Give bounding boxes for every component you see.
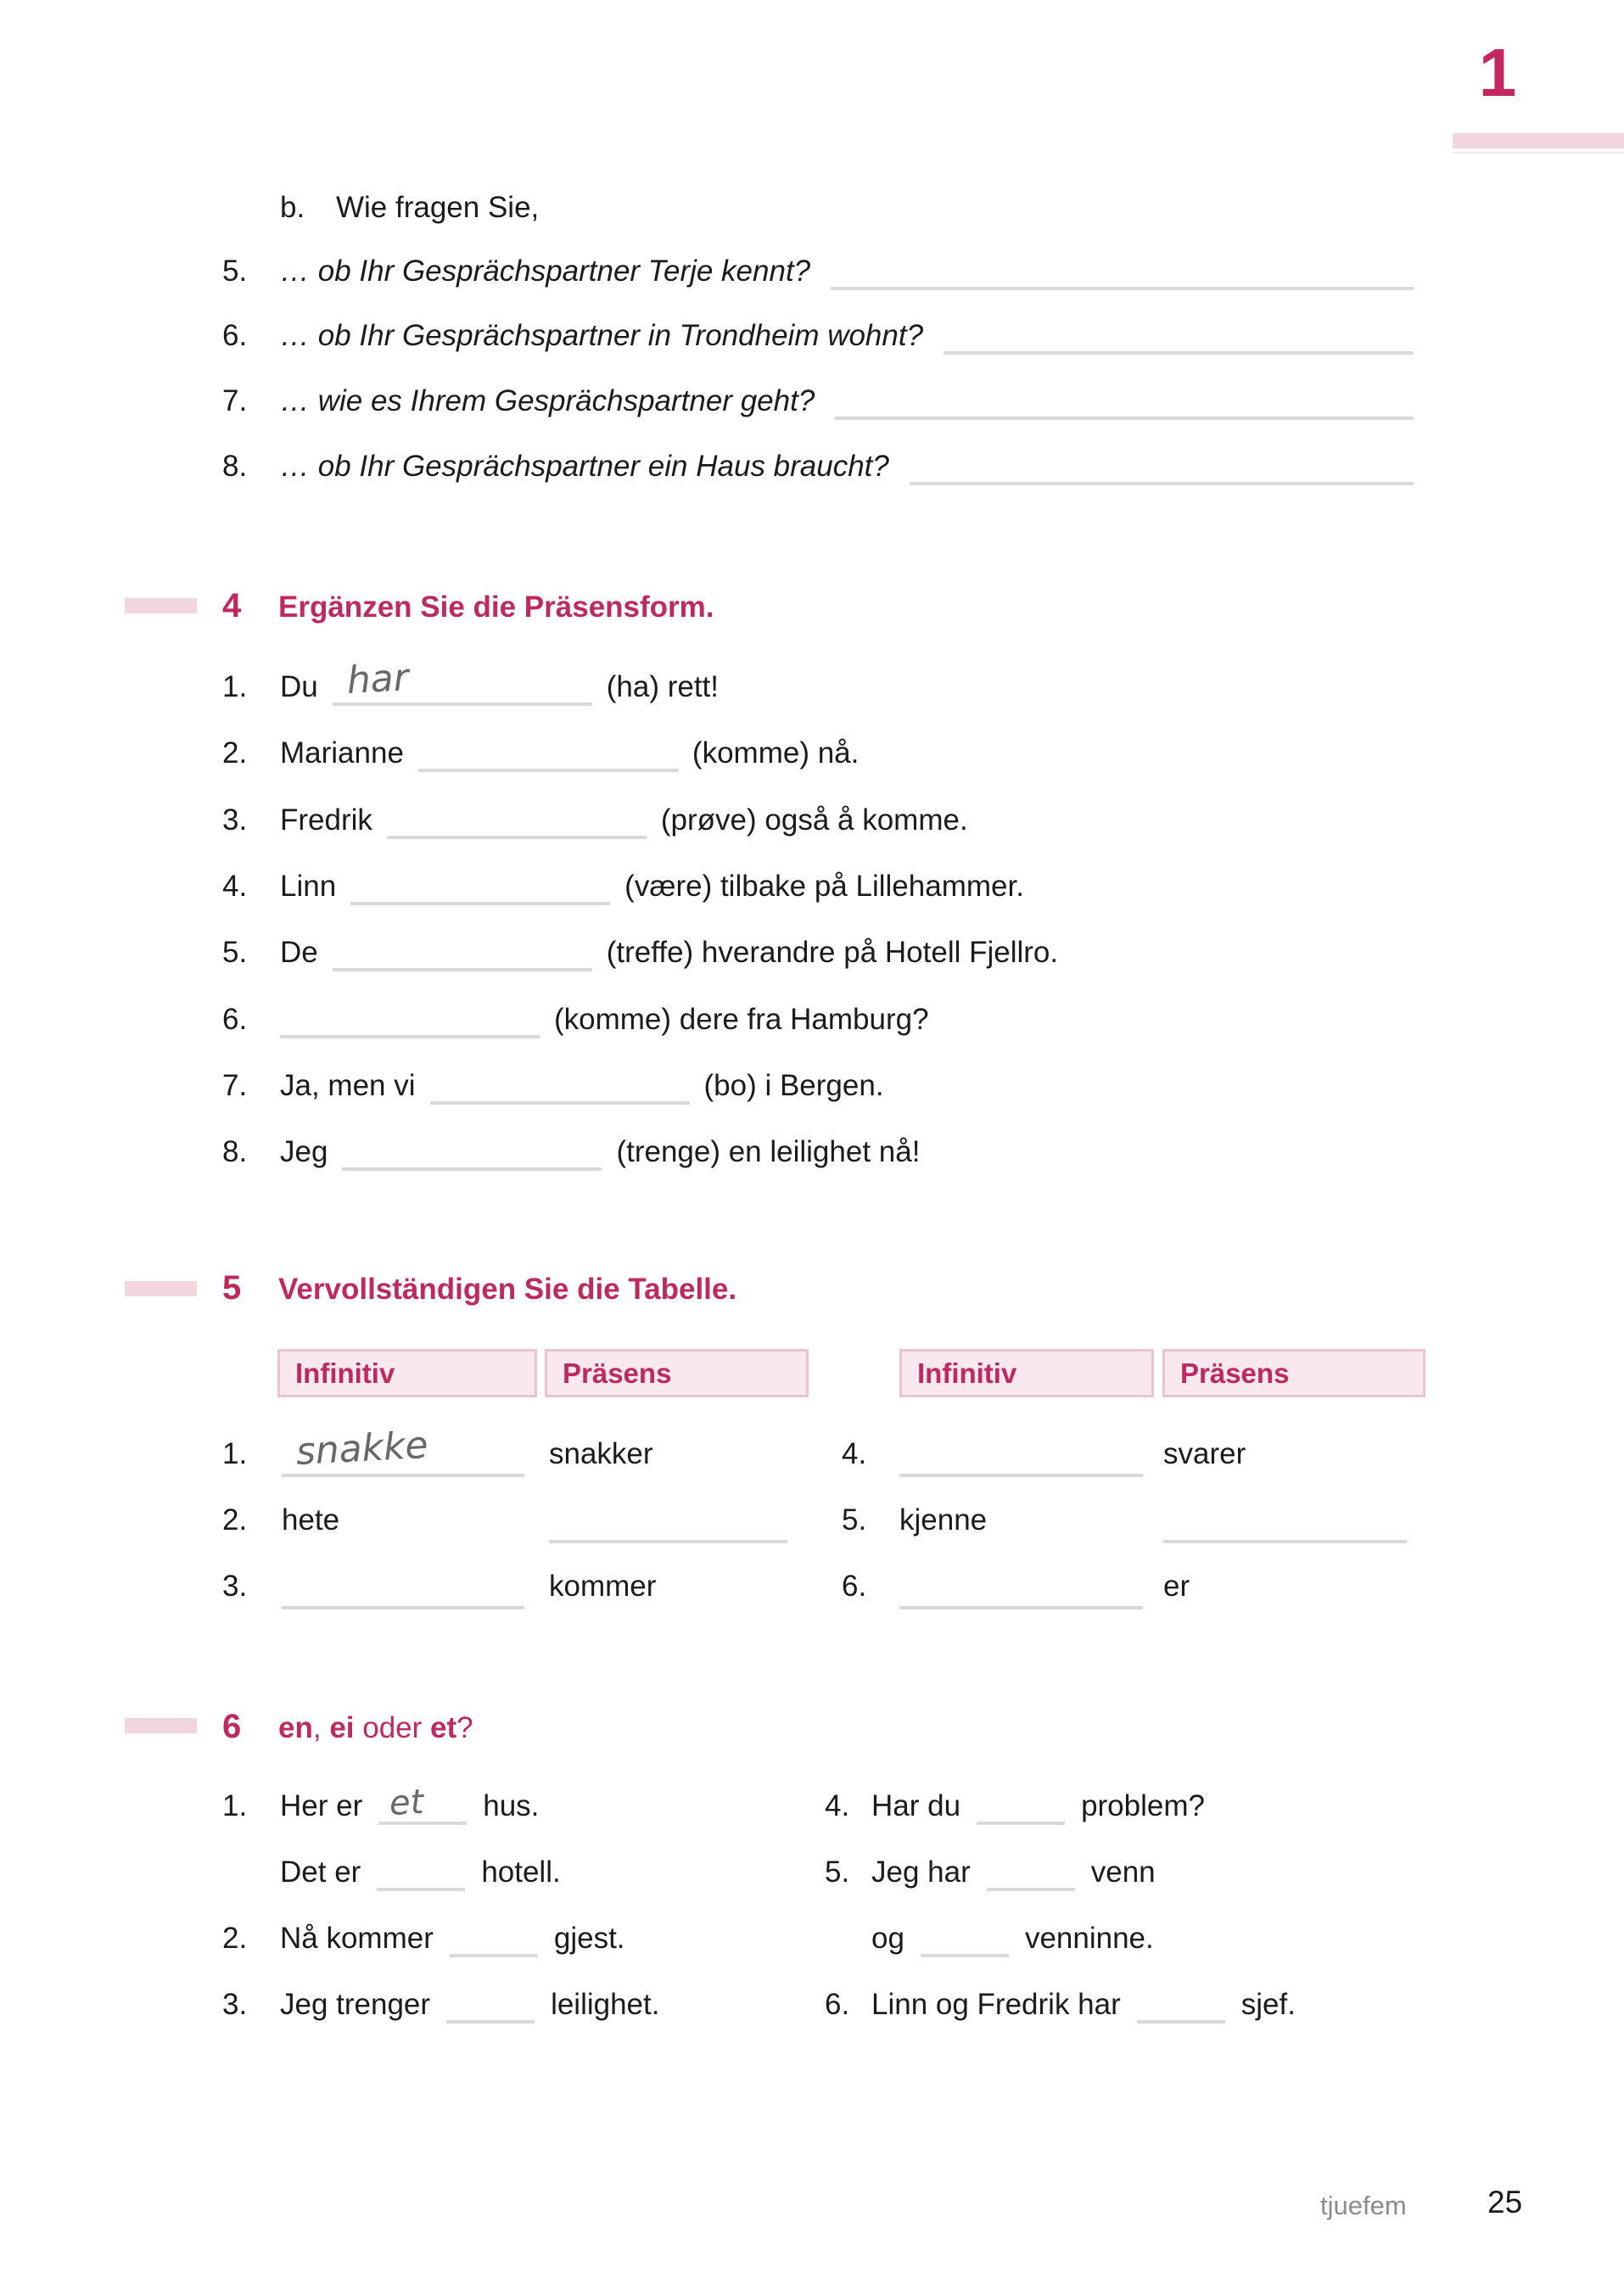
section-accent-bar [125,1718,197,1733]
item-text-after: (prøve) også å komme. [660,803,968,837]
item-number: 1. [222,1789,248,1822]
handwritten-answer: et [388,1782,425,1823]
answer-blank [899,1606,1143,1609]
table-cell-text: snakker [549,1437,653,1470]
answer-blank [450,1954,538,1957]
item-text: … ob Ihr Gesprächspartner in Trondheim wohnt? [280,319,924,352]
exercise6-item [222,1782,540,1825]
exercise6-item [825,1986,1296,2024]
item-number: 1. [222,1437,248,1470]
answer-blank [1163,1540,1407,1543]
item-number: 2. [222,1922,248,1955]
item-text-before: Linn og Fredrik har [871,1988,1121,2021]
answer-blank [333,656,592,706]
answer-blank [835,417,1414,420]
item-number: 5. [222,936,248,969]
answer-blank [446,2020,535,2024]
exercise4-item [222,656,720,706]
item-text-before: Nå kommer [280,1922,434,1955]
exercise4-item [222,802,968,839]
item-text-before: Jeg trenger [280,1988,431,2021]
table-cell-text: kjenne [899,1503,988,1537]
item-text-before: Jeg har [871,1856,971,1889]
title-segment: ? [456,1711,473,1744]
item-text-before: De [280,936,318,969]
item-number: 2. [222,1503,248,1537]
answer-blank [549,1540,787,1543]
item-number: 8. [222,1135,248,1168]
exercise6-item [222,1920,625,1957]
item-text-before: Fredrik [280,803,372,837]
exercise6-item [222,1986,659,2024]
item-number: 5. [825,1856,850,1889]
intro-item [222,383,1414,420]
item-text-after: leilighet. [551,1988,660,2021]
item-text-after: venninne. [1024,1922,1154,1955]
exercise5-header [222,1269,736,1308]
item-text-after: problem? [1081,1789,1205,1822]
handwritten-answer: har [345,656,410,702]
item-number: 6. [825,1988,850,2021]
item-number: 6. [842,1570,867,1603]
intro-item [222,448,1414,485]
table-column-header [545,1349,809,1397]
item-text-before: og [871,1922,904,1955]
intro-item [222,253,1414,290]
exercise4-item [222,1001,929,1038]
item-number: 8. [222,450,248,483]
item-text-before: Linn [280,870,337,903]
answer-blank [280,1035,540,1038]
exercise6-header [222,1708,473,1747]
item-number: 6. [222,319,248,352]
item-number: 5. [842,1503,867,1537]
answer-blank [333,968,592,971]
answer-blank [350,902,610,905]
answer-blank [282,1423,524,1477]
item-number: 4. [825,1789,850,1822]
column-header-label: Präsens [563,1357,672,1389]
item-text: … wie es Ihrem Gesprächspartner geht? [280,384,815,417]
title-segment: en [278,1711,313,1744]
column-header-label: Infinitiv [917,1357,1017,1389]
item-number: 3. [222,1570,248,1603]
exercise4-item [222,735,859,772]
item-text-before: Marianne [280,736,404,770]
answer-blank [418,769,678,772]
item-text-after: (ha) rett! [606,670,720,703]
answer-blank [910,482,1414,485]
corner-accent-bar [1453,133,1624,148]
answer-blank [977,1822,1065,1825]
answer-blank [1137,2020,1225,2024]
table-cell-text: er [1163,1570,1190,1603]
answer-blank [342,1167,602,1171]
answer-blank [831,287,1414,290]
item-text-before: Her er [280,1789,363,1822]
item-text: Wie fragen Sie, [336,191,540,224]
exercise4-item [222,1134,920,1171]
item-number: 5. [222,255,248,288]
exercise6-item [825,1788,1205,1825]
section-accent-bar [125,598,197,613]
exercise-number: 5 [222,1269,242,1307]
exercise-title [278,1710,473,1747]
item-number: 3. [222,803,248,837]
item-text-before: Jeg [280,1135,328,1168]
title-segment: oder [354,1711,431,1744]
answer-blank [944,351,1414,355]
item-text-after: hotell. [481,1856,561,1889]
answer-blank [987,1888,1075,1891]
item-text-after: (være) tilbake på Lillehammer. [624,870,1024,903]
exercise4-item [222,934,1058,971]
answer-blank [387,836,647,839]
exercise-number: 6 [222,1708,242,1745]
title-segment: ei [329,1711,355,1744]
item-number: 7. [222,384,248,417]
item-number: 3. [222,1988,248,2021]
item-text-after: gjest. [553,1922,625,1955]
table-column-header [899,1349,1154,1397]
item-text-after: venn [1090,1856,1156,1889]
intro-sub-item [280,189,539,227]
item-text-before: Det er [280,1856,361,1889]
exercise4-item [222,868,1024,905]
exercise6-item [825,1854,1156,1891]
table-cell-text: kommer [549,1570,657,1603]
answer-blank [378,1782,467,1825]
answer-blank [282,1606,524,1609]
table-column-header [277,1349,537,1397]
exercise4-item [222,1067,884,1105]
item-number: 1. [222,670,248,703]
exercise4-header [222,587,714,626]
column-header-label: Präsens [1180,1357,1290,1389]
answer-blank [430,1101,690,1105]
item-number: 4. [222,870,248,903]
item-text-after: (treffe) hverandre på Hotell Fjellro. [606,936,1059,969]
item-text: … ob Ihr Gesprächspartner Terje kennt? [280,255,811,288]
answer-blank [377,1888,465,1891]
exercise-number: 4 [222,587,242,624]
item-number: 4. [842,1437,867,1470]
handwritten-answer: snakke [294,1423,429,1474]
item-number: 7. [222,1069,248,1102]
item-text-after: (komme) nå. [692,736,860,770]
item-number: 2. [222,736,248,770]
footer-page-word: tjuefem [1320,2191,1407,2220]
exercise-title: Vervollständigen Sie die Tabelle. [278,1273,737,1306]
title-segment: et [430,1711,457,1744]
answer-blank [921,1954,1009,1957]
item-text-after: hus. [483,1789,540,1822]
item-text-after: sjef. [1240,1988,1296,2021]
item-text-before: Ja, men vi [280,1069,416,1102]
item-number: 6. [222,1003,248,1036]
section-accent-bar [125,1281,197,1296]
table-column-header [1162,1349,1425,1397]
item-text: … ob Ihr Gesprächspartner ein Haus braucht? [280,450,889,483]
intro-item [222,317,1414,355]
column-header-label: Infinitiv [295,1357,395,1389]
footer-page-number: 25 [1487,2185,1523,2219]
unit-number: 1 [1478,35,1517,110]
corner-accent-shadow-line [1453,152,1624,154]
exercise6-item [222,1854,561,1891]
item-text-before: Har du [871,1789,961,1822]
item-text-after: (bo) i Bergen. [703,1069,884,1102]
table-cell-text: svarer [1163,1437,1246,1470]
item-text-before: Du [280,670,318,703]
table-cell-text: hete [282,1503,340,1537]
exercise-title: Ergänzen Sie die Präsensform. [278,591,714,624]
exercise6-item [825,1920,1154,1957]
item-text-after: (trenge) en leilighet nå! [616,1135,921,1168]
title-segment: , [312,1711,330,1744]
item-number: b. [280,191,305,224]
answer-blank [899,1474,1143,1477]
item-text-after: (komme) dere fra Hamburg? [554,1003,929,1036]
